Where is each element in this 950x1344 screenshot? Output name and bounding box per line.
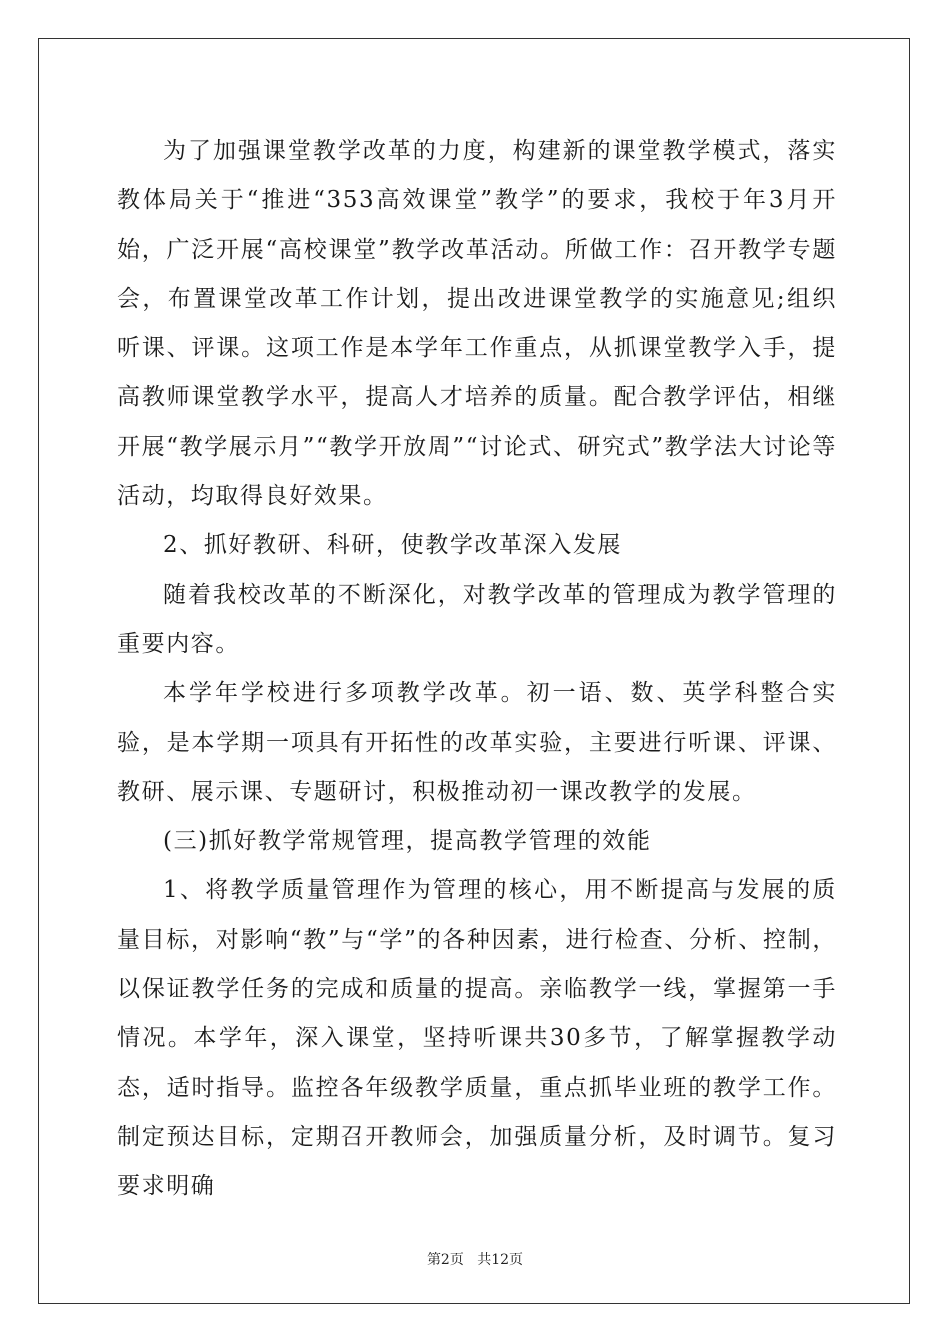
paragraph-heading-routine: (三)抓好教学常规管理，提高教学管理的效能 [163, 828, 652, 855]
paragraph-reform-activities: 为了加强课堂教学改革的力度，构建新的课堂教学模式，落实教体局关于“推进“353高效课堂”教学”的要求，我校于年3月开始，广泛开展“高校课堂”教学改革活动。所做工作：召开教学专题会，布置课堂改革工作计划，提出改进课堂教学的实施意见;组织听课、评课。这项工作是本学年工作重点，从抓课堂教学入手，提高教师课堂教学水平，提高人才培养的质量。配合教学评估，相继开展“教学展示月”“教学开放周”“讨论式、研究式”教学法大讨论等活动，均取得良好效果。 [117, 138, 837, 510]
page-number: 第2页 [426, 1252, 464, 1268]
page-total: 共12页 [477, 1252, 524, 1268]
paragraph-reform-management: 随着我校改革的不断深化，对教学改革的管理成为教学管理的重要内容。 [117, 581, 837, 657]
paragraph-integration-experiment: 本学年学校进行多项教学改革。初一语、数、英学科整合实验，是本学期一项具有开拓性的改革实验，主要进行听课、评课、教研、展示课、专题研讨，积极推动初一课改教学的发展。 [117, 680, 837, 805]
page-footer [0, 1249, 950, 1269]
document-body [117, 127, 837, 1212]
paragraph-quality-management: 1、将教学质量管理作为管理的核心，用不断提高与发展的质量目标，对影响“教”与“学”的各种因素，进行检查、分析、控制，以保证教学任务的完成和质量的提高。亲临教学一线，掌握第一手情况。本学年，深入课堂，坚持听课共30多节，了解掌握教学动态，适时指导。监控各年级教学质量，重点抓毕业班的教学工作。制定预达目标，定期召开教师会，加强质量分析，及时调节。复习要求明确 [117, 877, 837, 1200]
paragraph-heading-research: 2、抓好教研、科研，使教学改革深入发展 [163, 532, 623, 559]
